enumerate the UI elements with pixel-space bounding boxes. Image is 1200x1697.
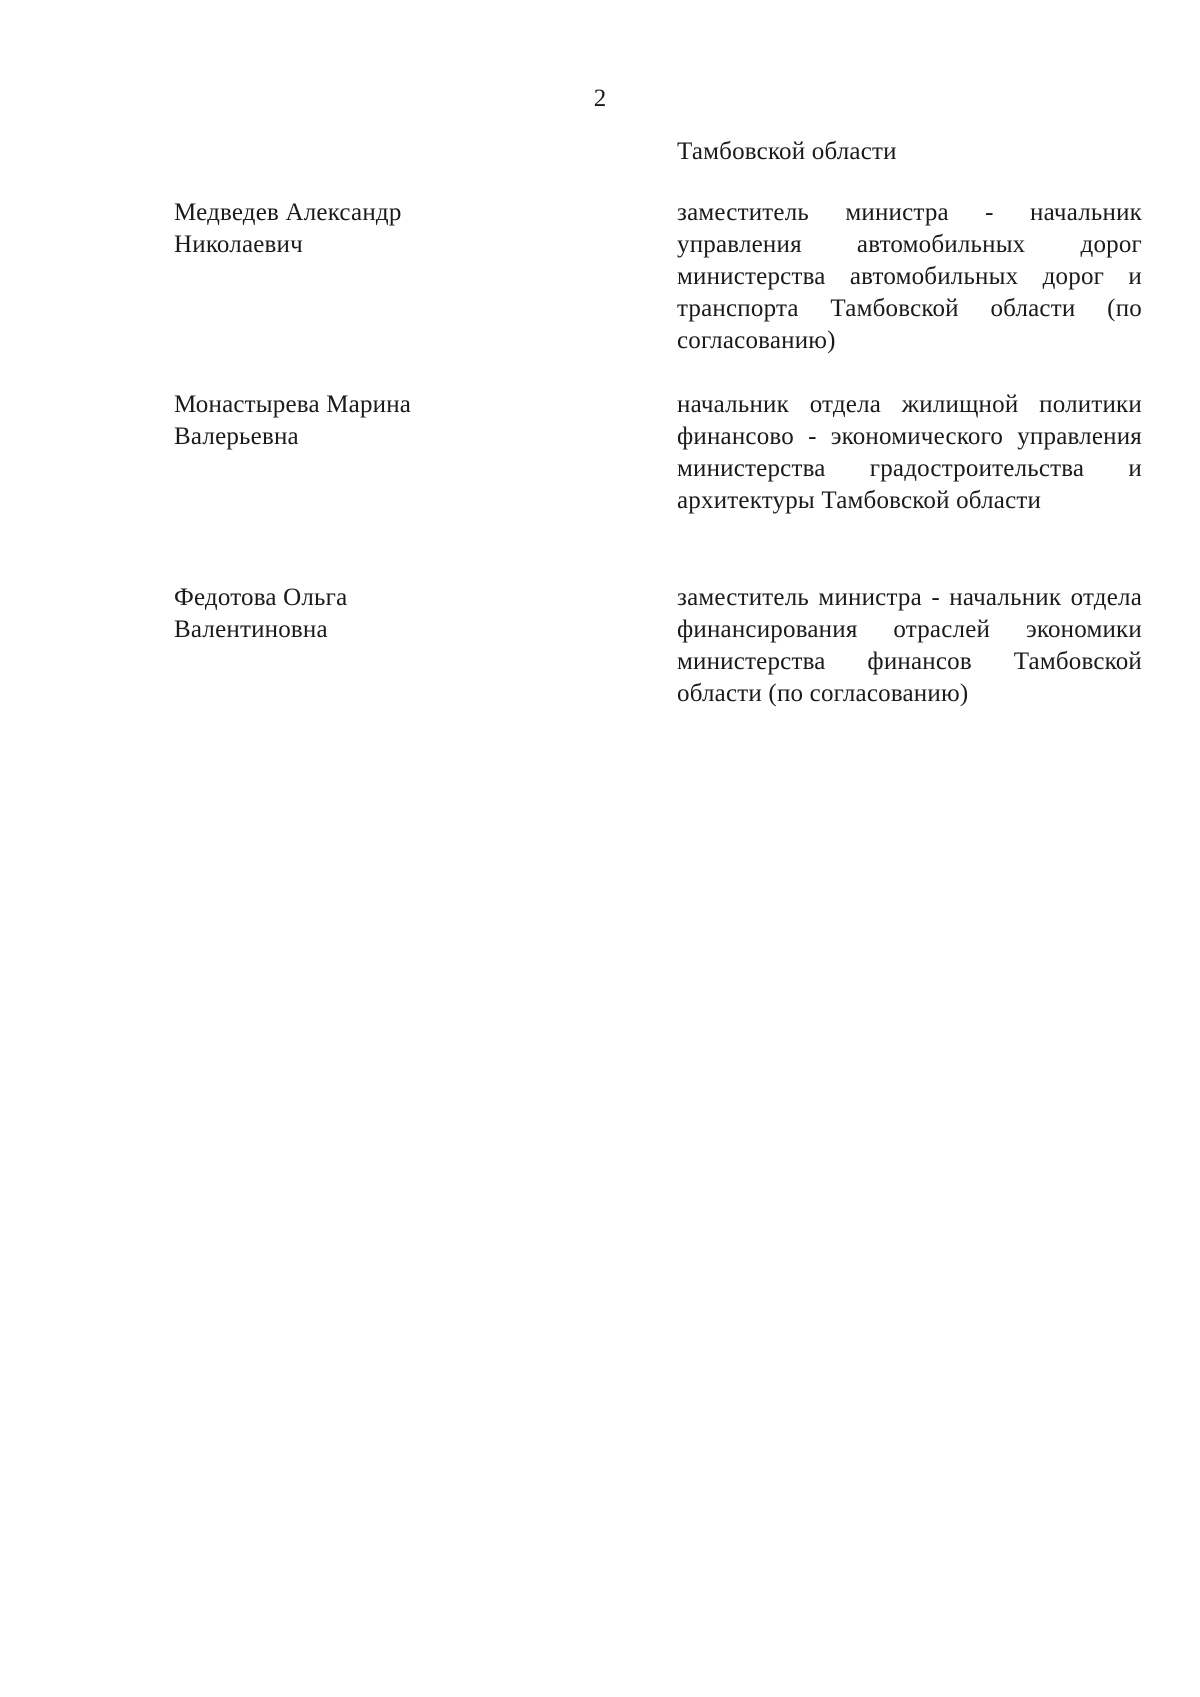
member-position: заместитель министра - начальник отдела финансирования отраслей экономики министерства финансов Тамбовской области (по согласованию) <box>677 584 1142 707</box>
member-position: начальник отдела жилищной политики финансово - экономического управления министерства градостроительства и архитектуры Тамбовской области <box>677 391 1142 514</box>
member-name: Монастырева Марина Валерьевна <box>174 391 412 450</box>
continuation-text: Тамбовской области <box>677 138 897 165</box>
page-number: 2 <box>593 85 607 112</box>
member-name: Медведев Александр Николаевич <box>174 199 402 258</box>
member-position: заместитель министра - начальник управления автомобильных дорог министерства автомобильных дорог и транспорта Тамбовской области (по согласованию) <box>677 199 1142 354</box>
member-name: Федотова Ольга Валентиновна <box>174 584 348 643</box>
